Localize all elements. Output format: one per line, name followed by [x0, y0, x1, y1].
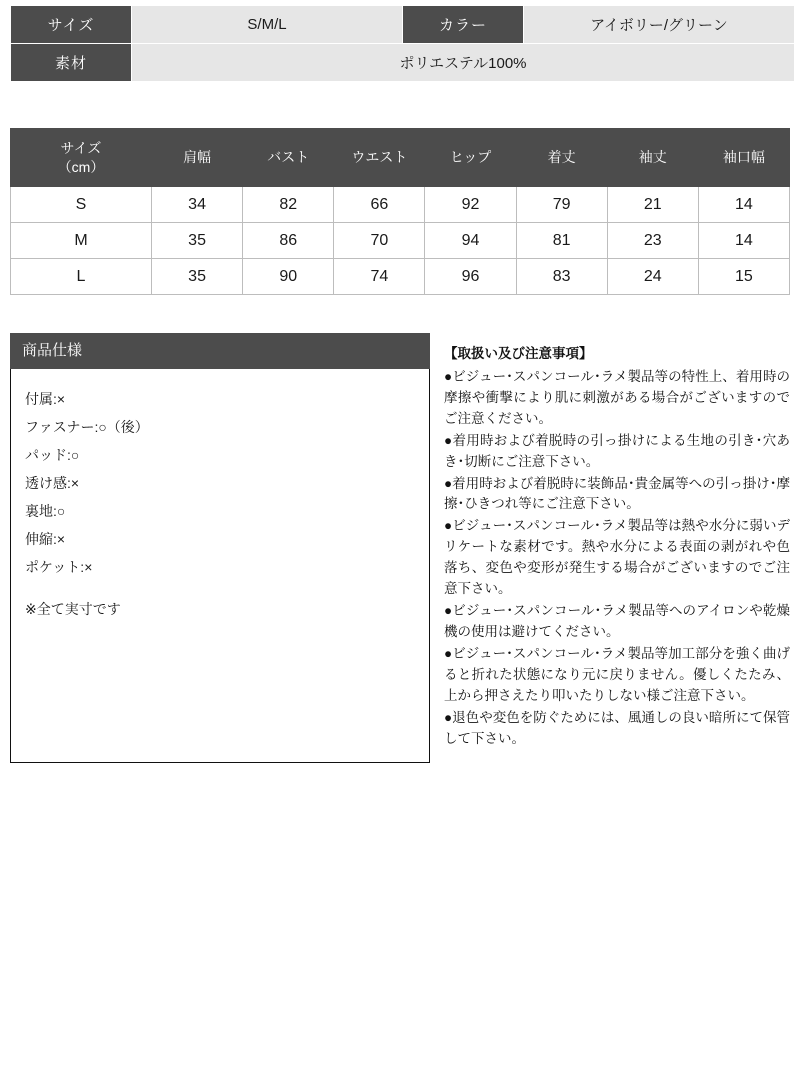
cell-sleeve: 24: [607, 259, 698, 295]
cell-sleeve: 21: [607, 187, 698, 223]
spec-line-pocket: ポケット:×: [25, 559, 93, 575]
cell-cuff: 15: [698, 259, 789, 295]
spec-label-color: カラー: [403, 6, 524, 44]
cell-shoulder: 35: [152, 223, 243, 259]
cell-cuff: 14: [698, 187, 789, 223]
measurements-table: [10, 128, 790, 295]
cell-waist: 70: [334, 223, 425, 259]
cell-length: 83: [516, 259, 607, 295]
cell-sleeve: 23: [607, 223, 698, 259]
measurements-header-length: 着丈: [516, 129, 607, 187]
measurements-header-row: [11, 129, 790, 187]
spec-value-color: アイボリー/グリーン: [524, 6, 795, 44]
table-row: [11, 223, 790, 259]
measurements-header-hip: ヒップ: [425, 129, 516, 187]
cell-hip: 94: [425, 223, 516, 259]
measurements-header-sleeve: 袖丈: [607, 129, 698, 187]
product-spec-title: 商品仕様: [10, 333, 430, 369]
table-row: [11, 187, 790, 223]
spec-row-material: [11, 44, 795, 82]
cell-cuff: 14: [698, 223, 789, 259]
care-item: ●ビジュー･スパンコール･ラメ製品等は熱や水分に弱いデリケートな素材です。熱や水分による表面の剥がれや色落ち、変色や変形が発生する場合がございますのでご注意下さい。: [444, 518, 790, 597]
cell-waist: 74: [334, 259, 425, 295]
spec-value-size: S/M/L: [132, 6, 403, 44]
measurements-body: [11, 187, 790, 295]
care-item: ●着用時および着脱時の引っ掛けによる生地の引き･穴あき･切断にご注意下さい。: [444, 432, 790, 469]
product-spec-panel: [10, 333, 430, 763]
spec-line-accessory: 付属:×: [25, 391, 66, 407]
spec-row-size: [11, 6, 795, 44]
care-item: ●ビジュー･スパンコール･ラメ製品等へのアイロンや乾燥機の使用は避けてください。: [444, 603, 790, 639]
measurements-header-bust: バスト: [243, 129, 334, 187]
care-item: ●ビジュー･スパンコール･ラメ製品等の特性上、着用時の摩擦や衝撃により肌に刺激がある場合がございますのでご注意ください。: [444, 368, 790, 426]
measurements-header-waist: ウエスト: [334, 129, 425, 187]
table-row: [11, 259, 790, 295]
cell-bust: 82: [243, 187, 334, 223]
cell-shoulder: 34: [152, 187, 243, 223]
spec-line-sheerness: 透け感:×: [25, 475, 80, 491]
measurements-header-shoulder: 肩幅: [152, 129, 243, 187]
spec-table-body: [11, 6, 795, 82]
cell-hip: 92: [425, 187, 516, 223]
spec-note: ※全て実寸です: [25, 601, 121, 617]
spec-table: [10, 5, 795, 82]
row-size-label: L: [11, 259, 152, 295]
bottom-section: [10, 333, 790, 763]
spec-label-material: 素材: [11, 44, 132, 82]
cell-bust: 90: [243, 259, 334, 295]
measurements-header: [11, 129, 790, 187]
spec-value-material: ポリエステル100%: [132, 44, 795, 82]
product-spec-body: [10, 369, 430, 763]
measurements-header-size-unit: （cm）: [57, 158, 105, 175]
spec-line-pad: パッド:○: [25, 447, 80, 463]
spec-line-lining: 裏地:○: [25, 503, 66, 519]
cell-length: 81: [516, 223, 607, 259]
measurements-header-size: [11, 129, 152, 187]
cell-hip: 96: [425, 259, 516, 295]
care-item: ●ビジュー･スパンコール･ラメ製品等加工部分を強く曲げると折れた状態になり元に戻りません。優しくたたみ、上から押さえたり叩いたりしない様ご注意下さい。: [444, 645, 790, 703]
care-item: ●退色や変色を防ぐためには、風通しの良い暗所にて保管して下さい。: [444, 709, 790, 746]
cell-bust: 86: [243, 223, 334, 259]
measurements-header-cuff: 袖口幅: [698, 129, 789, 187]
spec-label-size: サイズ: [11, 6, 132, 44]
care-instructions: [444, 333, 790, 751]
cell-waist: 66: [334, 187, 425, 223]
spec-line-zipper: ファスナー:○（後）: [25, 419, 149, 435]
care-title: 【取扱い及び注意事項】: [444, 346, 593, 361]
spec-spacer: [25, 581, 415, 595]
row-size-label: M: [11, 223, 152, 259]
spec-line-stretch: 伸縮:×: [25, 531, 66, 547]
row-size-label: S: [11, 187, 152, 223]
measurements-header-size-main: サイズ: [60, 139, 102, 156]
cell-shoulder: 35: [152, 259, 243, 295]
care-item: ●着用時および着脱時に装飾品･貴金属等への引っ掛け･摩擦･ひきつれ等にご注意下さい。: [444, 475, 790, 512]
cell-length: 79: [516, 187, 607, 223]
